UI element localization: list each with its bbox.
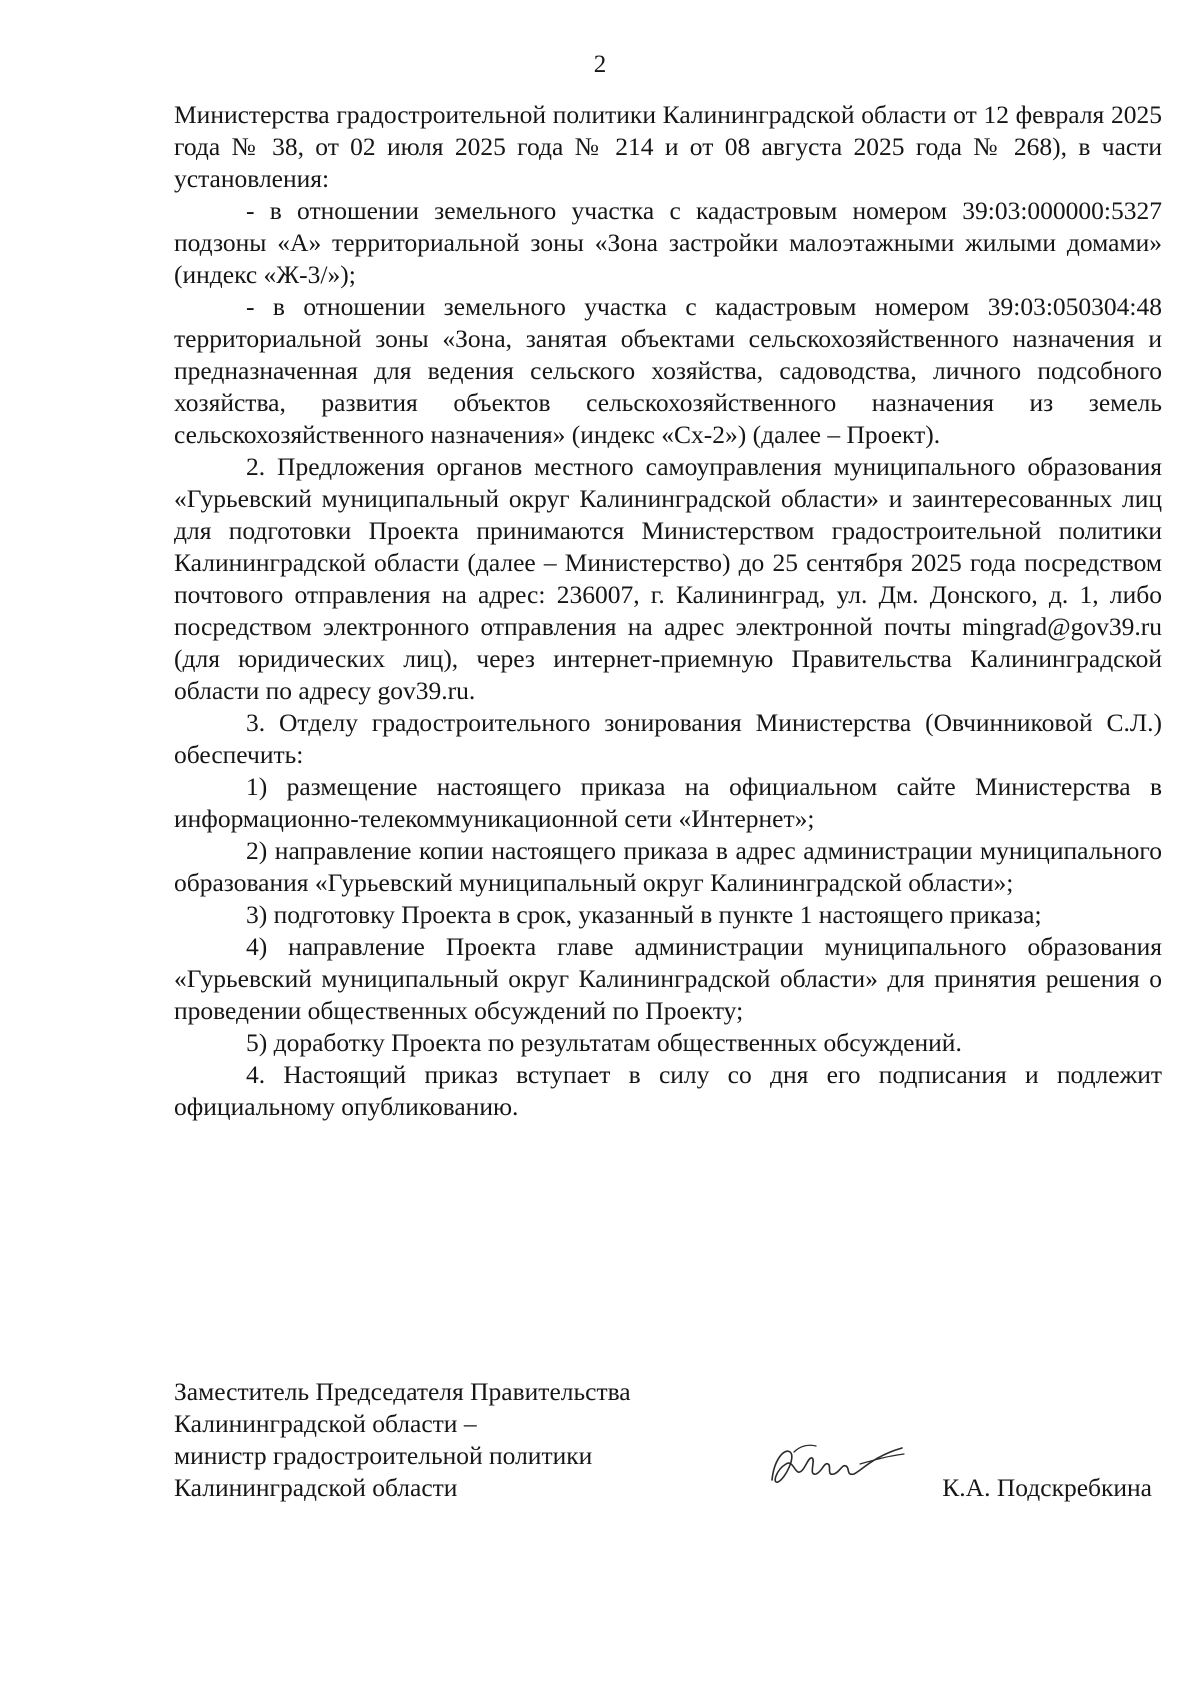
paragraph-continuation: Министерства градостроительной политики Калининградской области от 12 февраля 2025 года № 38, от 02 июля 2025 года № 214 и от 08 августа 2025 года № 268), в части установления: — [174, 100, 1162, 193]
document-body — [174, 99, 1162, 1123]
list-item-1: 1) размещение настоящего приказа на официальном сайте Министерства в информационно-телекоммуникационной сети «Интернет»; — [174, 772, 1162, 833]
signatory-position — [174, 1376, 734, 1504]
paragraph-proposals: 2. Предложения органов местного самоуправления муниципального образования «Гурьевский муниципальный округ Калининградской области» и заинтересованных лиц для подготовки Проекта принимаются Министерством градостроительной политики Калининградской области (далее – Министерство) до 25 сентября 2025 года посредством почтового отправления на адрес: 236007, г. Калининград, ул. Дм. Донского, д. 1, либо посредством электронного отправления на адрес электронной почты mingrad@gov39.ru (для юридических лиц), через интернет-приемную Правительства Калининградской области по адресу gov39.ru. — [174, 452, 1162, 705]
signatory-position-line: Калининградской области – — [174, 1409, 477, 1438]
paragraph-zone-zh3: - в отношении земельного участка с кадастровым номером 39:03:000000:5327 подзоны «А» территориальной зоны «Зона застройки малоэтажными жилыми домами» (индекс «Ж-3/»); — [174, 196, 1162, 289]
list-item-3: 3) подготовку Проекта в срок, указанный в пункте 1 настоящего приказа; — [246, 900, 1042, 929]
signature-block — [174, 1376, 1162, 1506]
list-item-2: 2) направление копии настоящего приказа в адрес администрации муниципального образования «Гурьевский муниципальный округ Калининградской области»; — [174, 836, 1162, 897]
page-number: 2 — [593, 51, 607, 78]
paragraph-effective-date: 4. Настоящий приказ вступает в силу со дня его подписания и подлежит официальному опубликованию. — [174, 1060, 1162, 1121]
signatory-position-line: Заместитель Председателя Правительства — [174, 1377, 631, 1406]
list-item-4: 4) направление Проекта главе администрации муниципального образования «Гурьевский муниципальный округ Калининградской области» для принятия решения о проведении общественных обсуждений по Проекту; — [174, 932, 1162, 1025]
list-item-5: 5) доработку Проекта по результатам общественных обсуждений. — [246, 1028, 962, 1057]
handwritten-signature — [764, 1434, 914, 1494]
signatory-position-line: Калининградской области — [174, 1473, 458, 1502]
signatory-position-line: министр градостроительной политики — [174, 1441, 593, 1470]
paragraph-zone-sh2: - в отношении земельного участка с кадастровым номером 39:03:050304:48 территориальной зоны «Зона, занятая объектами сельскохозяйственного назначения и предназначенная для ведения сельского хозяйства, садоводства, личного подсобного хозяйства, развития объектов сельскохозяйственного назначения из земель сельскохозяйственного назначения» (индекс «Сх-2») (далее – Проект). — [174, 292, 1162, 449]
signatory-name: К.А. Подскребкина — [942, 1473, 1152, 1502]
paragraph-department-tasks: 3. Отделу градостроительного зонирования Министерства (Овчинниковой С.Л.) обеспечить: — [174, 708, 1162, 769]
